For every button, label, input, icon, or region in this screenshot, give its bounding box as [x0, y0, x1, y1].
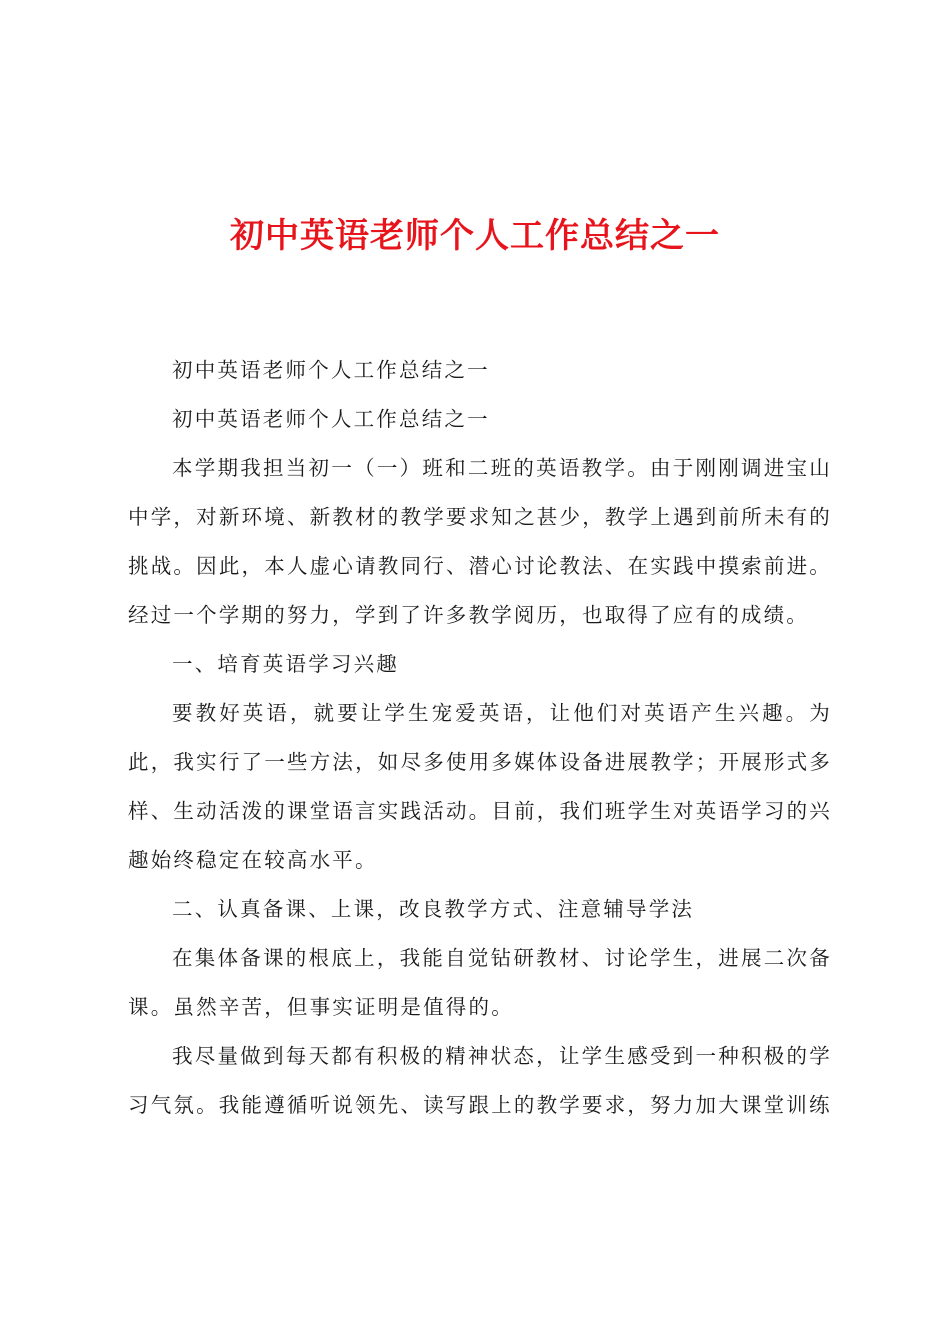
section-heading-1: 一、培育英语学习兴趣: [172, 652, 399, 676]
paragraph-classroom: 我尽量做到每天都有积极的精神状态，让学生感受到一种积极的学习气氛。我能遵循听说领先、读写跟上的教学要求，努力加大课堂训练: [128, 1044, 832, 1117]
paragraph-subtitle-1: 初中英语老师个人工作总结之一: [172, 358, 490, 382]
paragraph-lesson-prep: 在集体备课的根底上，我能自觉钻研教材、讨论学生，进展二次备课。虽然辛苦，但事实证明是值得的。: [128, 946, 832, 1019]
document-title: 初中英语老师个人工作总结之一: [230, 216, 720, 256]
paragraph-interest: 要教好英语，就要让学生宠爱英语，让他们对英语产生兴趣。为此，我实行了一些方法，如尽多使用多媒体设备进展教学；开展形式多样、生动活泼的课堂语言实践活动。目前，我们班学生对英语学习的兴趣始终稳定在较高水平。: [128, 701, 832, 872]
section-heading-2: 二、认真备课、上课，改良教学方式、注意辅导学法: [172, 897, 695, 921]
document-body: [128, 346, 832, 1130]
paragraph-subtitle-2: 初中英语老师个人工作总结之一: [172, 407, 490, 431]
paragraph-intro: 本学期我担当初一（一）班和二班的英语教学。由于刚刚调进宝山中学，对新环境、新教材的教学要求知之甚少，教学上遇到前所未有的挑战。因此，本人虚心请教同行、潜心讨论教法、在实践中摸索前进。经过一个学期的努力，学到了许多教学阅历，也取得了应有的成绩。: [128, 456, 832, 627]
